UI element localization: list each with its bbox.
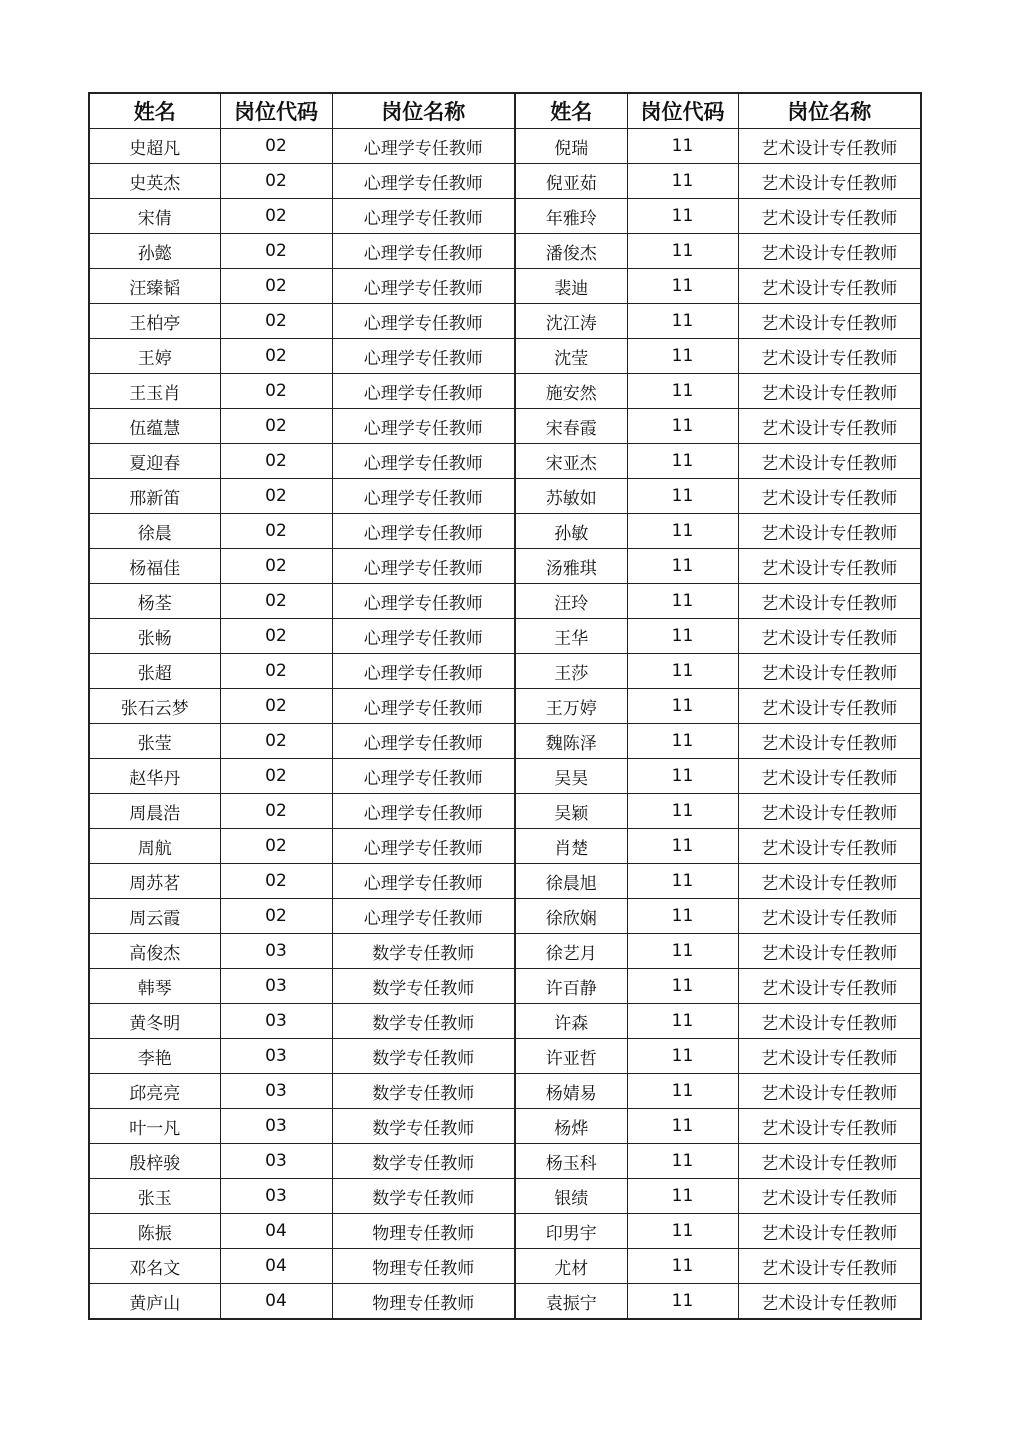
position-code-cell: 02 [220, 164, 332, 199]
name-cell: 苏敏如 [515, 479, 627, 514]
position-code-cell: 02 [220, 759, 332, 794]
position-title-cell: 艺术设计专任教师 [738, 619, 921, 654]
position-title-cell: 心理学专任教师 [332, 864, 515, 899]
position-code-cell: 04 [220, 1284, 332, 1320]
position-title-cell: 数学专任教师 [332, 1074, 515, 1109]
name-cell: 汪臻韬 [89, 269, 220, 304]
position-title-cell: 物理专任教师 [332, 1249, 515, 1284]
position-code-cell: 11 [627, 864, 738, 899]
position-code-cell: 11 [627, 724, 738, 759]
position-title-cell: 心理学专任教师 [332, 339, 515, 374]
table-body [89, 129, 921, 1320]
table-row [89, 899, 921, 934]
name-cell: 许百静 [515, 969, 627, 1004]
table-row [89, 724, 921, 759]
position-code-cell: 03 [220, 1004, 332, 1039]
name-cell: 汪玲 [515, 584, 627, 619]
name-cell: 年雅玲 [515, 199, 627, 234]
position-title-cell: 心理学专任教师 [332, 234, 515, 269]
position-code-cell: 02 [220, 339, 332, 374]
position-code-cell: 02 [220, 409, 332, 444]
name-cell: 宋亚杰 [515, 444, 627, 479]
name-cell: 赵华丹 [89, 759, 220, 794]
position-code-cell: 11 [627, 514, 738, 549]
position-code-cell: 11 [627, 374, 738, 409]
name-cell: 王万婷 [515, 689, 627, 724]
position-code-cell: 11 [627, 584, 738, 619]
name-cell: 宋倩 [89, 199, 220, 234]
position-title-cell: 心理学专任教师 [332, 549, 515, 584]
name-cell: 银绩 [515, 1179, 627, 1214]
position-code-cell: 11 [627, 164, 738, 199]
name-cell: 许亚哲 [515, 1039, 627, 1074]
position-code-cell: 02 [220, 269, 332, 304]
header-position-code: 岗位代码 [627, 93, 738, 129]
position-code-cell: 11 [627, 689, 738, 724]
name-cell: 王莎 [515, 654, 627, 689]
position-title-cell: 艺术设计专任教师 [738, 829, 921, 864]
name-cell: 杨烨 [515, 1109, 627, 1144]
name-cell: 殷梓骏 [89, 1144, 220, 1179]
name-cell: 徐晨 [89, 514, 220, 549]
position-title-cell: 数学专任教师 [332, 1039, 515, 1074]
table-row [89, 1074, 921, 1109]
name-cell: 裴迪 [515, 269, 627, 304]
table-row [89, 619, 921, 654]
position-title-cell: 艺术设计专任教师 [738, 654, 921, 689]
name-cell: 杨玉科 [515, 1144, 627, 1179]
position-code-cell: 03 [220, 969, 332, 1004]
table-row [89, 1109, 921, 1144]
name-cell: 周苏茗 [89, 864, 220, 899]
name-cell: 徐艺月 [515, 934, 627, 969]
position-code-cell: 02 [220, 654, 332, 689]
position-title-cell: 心理学专任教师 [332, 199, 515, 234]
position-code-cell: 02 [220, 689, 332, 724]
name-cell: 韩琴 [89, 969, 220, 1004]
position-code-cell: 02 [220, 619, 332, 654]
position-title-cell: 心理学专任教师 [332, 409, 515, 444]
position-code-cell: 04 [220, 1249, 332, 1284]
table-row [89, 164, 921, 199]
table-row [89, 374, 921, 409]
name-cell: 王华 [515, 619, 627, 654]
position-title-cell: 艺术设计专任教师 [738, 1284, 921, 1320]
position-code-cell: 11 [627, 444, 738, 479]
position-title-cell: 艺术设计专任教师 [738, 1039, 921, 1074]
header-position-title: 岗位名称 [332, 93, 515, 129]
position-title-cell: 心理学专任教师 [332, 304, 515, 339]
name-cell: 宋春霞 [515, 409, 627, 444]
position-code-cell: 02 [220, 129, 332, 164]
position-code-cell: 11 [627, 1074, 738, 1109]
name-cell: 王婷 [89, 339, 220, 374]
position-code-cell: 11 [627, 1249, 738, 1284]
position-code-cell: 11 [627, 409, 738, 444]
table-row [89, 479, 921, 514]
position-title-cell: 心理学专任教师 [332, 269, 515, 304]
table-row [89, 339, 921, 374]
position-code-cell: 03 [220, 1074, 332, 1109]
name-cell: 王玉肖 [89, 374, 220, 409]
position-code-cell: 11 [627, 619, 738, 654]
position-title-cell: 艺术设计专任教师 [738, 549, 921, 584]
position-title-cell: 数学专任教师 [332, 1179, 515, 1214]
name-cell: 陈振 [89, 1214, 220, 1249]
name-cell: 孙懿 [89, 234, 220, 269]
table-row [89, 689, 921, 724]
position-title-cell: 艺术设计专任教师 [738, 1004, 921, 1039]
position-title-cell: 心理学专任教师 [332, 654, 515, 689]
table-row [89, 584, 921, 619]
position-title-cell: 数学专任教师 [332, 1109, 515, 1144]
position-code-cell: 03 [220, 1144, 332, 1179]
position-title-cell: 物理专任教师 [332, 1214, 515, 1249]
position-title-cell: 艺术设计专任教师 [738, 304, 921, 339]
name-cell: 尤材 [515, 1249, 627, 1284]
position-code-cell: 11 [627, 479, 738, 514]
position-title-cell: 心理学专任教师 [332, 444, 515, 479]
position-title-cell: 心理学专任教师 [332, 619, 515, 654]
position-code-cell: 02 [220, 304, 332, 339]
table-row [89, 234, 921, 269]
position-code-cell: 02 [220, 864, 332, 899]
position-code-cell: 11 [627, 1039, 738, 1074]
position-code-cell: 11 [627, 304, 738, 339]
table-row [89, 409, 921, 444]
position-code-cell: 02 [220, 514, 332, 549]
position-code-cell: 02 [220, 899, 332, 934]
position-title-cell: 艺术设计专任教师 [738, 444, 921, 479]
table-row [89, 969, 921, 1004]
name-cell: 王柏亭 [89, 304, 220, 339]
position-title-cell: 艺术设计专任教师 [738, 584, 921, 619]
position-title-cell: 心理学专任教师 [332, 899, 515, 934]
position-code-cell: 02 [220, 724, 332, 759]
position-code-cell: 11 [627, 1214, 738, 1249]
position-title-cell: 艺术设计专任教师 [738, 479, 921, 514]
position-title-cell: 艺术设计专任教师 [738, 409, 921, 444]
position-code-cell: 11 [627, 1109, 738, 1144]
name-cell: 杨福佳 [89, 549, 220, 584]
position-code-cell: 11 [627, 829, 738, 864]
table-row [89, 1144, 921, 1179]
position-title-cell: 艺术设计专任教师 [738, 899, 921, 934]
table-row [89, 304, 921, 339]
position-title-cell: 心理学专任教师 [332, 829, 515, 864]
position-title-cell: 艺术设计专任教师 [738, 759, 921, 794]
name-cell: 潘俊杰 [515, 234, 627, 269]
name-cell: 周晨浩 [89, 794, 220, 829]
table-row [89, 549, 921, 584]
table-row [89, 269, 921, 304]
position-code-cell: 02 [220, 374, 332, 409]
table-row [89, 1249, 921, 1284]
position-title-cell: 心理学专任教师 [332, 479, 515, 514]
table-row [89, 444, 921, 479]
name-cell: 邱亮亮 [89, 1074, 220, 1109]
position-title-cell: 心理学专任教师 [332, 514, 515, 549]
position-title-cell: 心理学专任教师 [332, 689, 515, 724]
table-row [89, 934, 921, 969]
name-cell: 沈莹 [515, 339, 627, 374]
table-row [89, 1284, 921, 1320]
name-cell: 伍蕴慧 [89, 409, 220, 444]
position-title-cell: 艺术设计专任教师 [738, 1249, 921, 1284]
position-code-cell: 02 [220, 444, 332, 479]
position-title-cell: 艺术设计专任教师 [738, 1179, 921, 1214]
name-cell: 许森 [515, 1004, 627, 1039]
name-cell: 杨婧易 [515, 1074, 627, 1109]
position-code-cell: 11 [627, 1004, 738, 1039]
position-code-cell: 03 [220, 1039, 332, 1074]
position-title-cell: 数学专任教师 [332, 969, 515, 1004]
name-cell: 杨荃 [89, 584, 220, 619]
name-cell: 倪瑞 [515, 129, 627, 164]
position-code-cell: 11 [627, 339, 738, 374]
header-position-title: 岗位名称 [738, 93, 921, 129]
position-code-cell: 11 [627, 759, 738, 794]
header-row [89, 93, 921, 129]
position-code-cell: 11 [627, 234, 738, 269]
position-code-cell: 11 [627, 549, 738, 584]
table-row [89, 829, 921, 864]
position-code-cell: 02 [220, 199, 332, 234]
table-row [89, 129, 921, 164]
name-cell: 张石云梦 [89, 689, 220, 724]
position-title-cell: 艺术设计专任教师 [738, 969, 921, 1004]
name-cell: 周航 [89, 829, 220, 864]
name-cell: 张玉 [89, 1179, 220, 1214]
table-row [89, 794, 921, 829]
name-cell: 肖楚 [515, 829, 627, 864]
position-title-cell: 数学专任教师 [332, 1144, 515, 1179]
header-name: 姓名 [515, 93, 627, 129]
position-title-cell: 心理学专任教师 [332, 724, 515, 759]
name-cell: 张莹 [89, 724, 220, 759]
position-title-cell: 艺术设计专任教师 [738, 514, 921, 549]
position-code-cell: 11 [627, 1284, 738, 1320]
table-row [89, 1179, 921, 1214]
table-row [89, 1039, 921, 1074]
name-cell: 吴昊 [515, 759, 627, 794]
position-code-cell: 11 [627, 269, 738, 304]
position-title-cell: 物理专任教师 [332, 1284, 515, 1320]
name-cell: 徐晨旭 [515, 864, 627, 899]
table-row [89, 759, 921, 794]
table-row [89, 199, 921, 234]
candidate-table [88, 92, 922, 1320]
position-title-cell: 心理学专任教师 [332, 374, 515, 409]
position-title-cell: 艺术设计专任教师 [738, 864, 921, 899]
position-title-cell: 艺术设计专任教师 [738, 689, 921, 724]
header-name: 姓名 [89, 93, 220, 129]
position-title-cell: 艺术设计专任教师 [738, 374, 921, 409]
position-code-cell: 02 [220, 234, 332, 269]
position-code-cell: 02 [220, 479, 332, 514]
position-code-cell: 11 [627, 794, 738, 829]
position-title-cell: 艺术设计专任教师 [738, 1144, 921, 1179]
name-cell: 张畅 [89, 619, 220, 654]
name-cell: 史超凡 [89, 129, 220, 164]
position-code-cell: 02 [220, 584, 332, 619]
position-title-cell: 艺术设计专任教师 [738, 199, 921, 234]
name-cell: 周云霞 [89, 899, 220, 934]
position-title-cell: 艺术设计专任教师 [738, 1074, 921, 1109]
name-cell: 倪亚茹 [515, 164, 627, 199]
name-cell: 李艳 [89, 1039, 220, 1074]
position-code-cell: 03 [220, 1109, 332, 1144]
name-cell: 孙敏 [515, 514, 627, 549]
table-row [89, 1214, 921, 1249]
name-cell: 徐欣娴 [515, 899, 627, 934]
name-cell: 袁振宁 [515, 1284, 627, 1320]
position-code-cell: 02 [220, 794, 332, 829]
position-code-cell: 02 [220, 829, 332, 864]
name-cell: 张超 [89, 654, 220, 689]
position-code-cell: 02 [220, 549, 332, 584]
position-code-cell: 03 [220, 1179, 332, 1214]
position-code-cell: 04 [220, 1214, 332, 1249]
position-code-cell: 11 [627, 129, 738, 164]
name-cell: 施安然 [515, 374, 627, 409]
name-cell: 魏陈泽 [515, 724, 627, 759]
table-row [89, 1004, 921, 1039]
position-title-cell: 心理学专任教师 [332, 584, 515, 619]
position-title-cell: 艺术设计专任教师 [738, 934, 921, 969]
position-title-cell: 艺术设计专任教师 [738, 269, 921, 304]
position-title-cell: 艺术设计专任教师 [738, 1109, 921, 1144]
name-cell: 邢新笛 [89, 479, 220, 514]
header-position-code: 岗位代码 [220, 93, 332, 129]
position-title-cell: 艺术设计专任教师 [738, 1214, 921, 1249]
position-title-cell: 心理学专任教师 [332, 794, 515, 829]
position-code-cell: 11 [627, 654, 738, 689]
position-title-cell: 心理学专任教师 [332, 129, 515, 164]
name-cell: 印男宇 [515, 1214, 627, 1249]
position-title-cell: 数学专任教师 [332, 1004, 515, 1039]
name-cell: 叶一凡 [89, 1109, 220, 1144]
position-code-cell: 11 [627, 1179, 738, 1214]
name-cell: 黄庐山 [89, 1284, 220, 1320]
position-title-cell: 心理学专任教师 [332, 759, 515, 794]
table-row [89, 864, 921, 899]
name-cell: 史英杰 [89, 164, 220, 199]
position-title-cell: 艺术设计专任教师 [738, 794, 921, 829]
position-code-cell: 11 [627, 1144, 738, 1179]
name-cell: 夏迎春 [89, 444, 220, 479]
position-code-cell: 11 [627, 199, 738, 234]
position-title-cell: 心理学专任教师 [332, 164, 515, 199]
position-code-cell: 11 [627, 934, 738, 969]
position-code-cell: 03 [220, 934, 332, 969]
position-title-cell: 艺术设计专任教师 [738, 129, 921, 164]
name-cell: 汤雅琪 [515, 549, 627, 584]
position-title-cell: 艺术设计专任教师 [738, 164, 921, 199]
name-cell: 吴颖 [515, 794, 627, 829]
name-cell: 邓名文 [89, 1249, 220, 1284]
position-code-cell: 11 [627, 969, 738, 1004]
position-title-cell: 艺术设计专任教师 [738, 724, 921, 759]
position-title-cell: 数学专任教师 [332, 934, 515, 969]
position-title-cell: 艺术设计专任教师 [738, 339, 921, 374]
name-cell: 沈江涛 [515, 304, 627, 339]
table-row [89, 514, 921, 549]
name-cell: 黄冬明 [89, 1004, 220, 1039]
position-title-cell: 艺术设计专任教师 [738, 234, 921, 269]
position-code-cell: 11 [627, 899, 738, 934]
name-cell: 高俊杰 [89, 934, 220, 969]
table-row [89, 654, 921, 689]
